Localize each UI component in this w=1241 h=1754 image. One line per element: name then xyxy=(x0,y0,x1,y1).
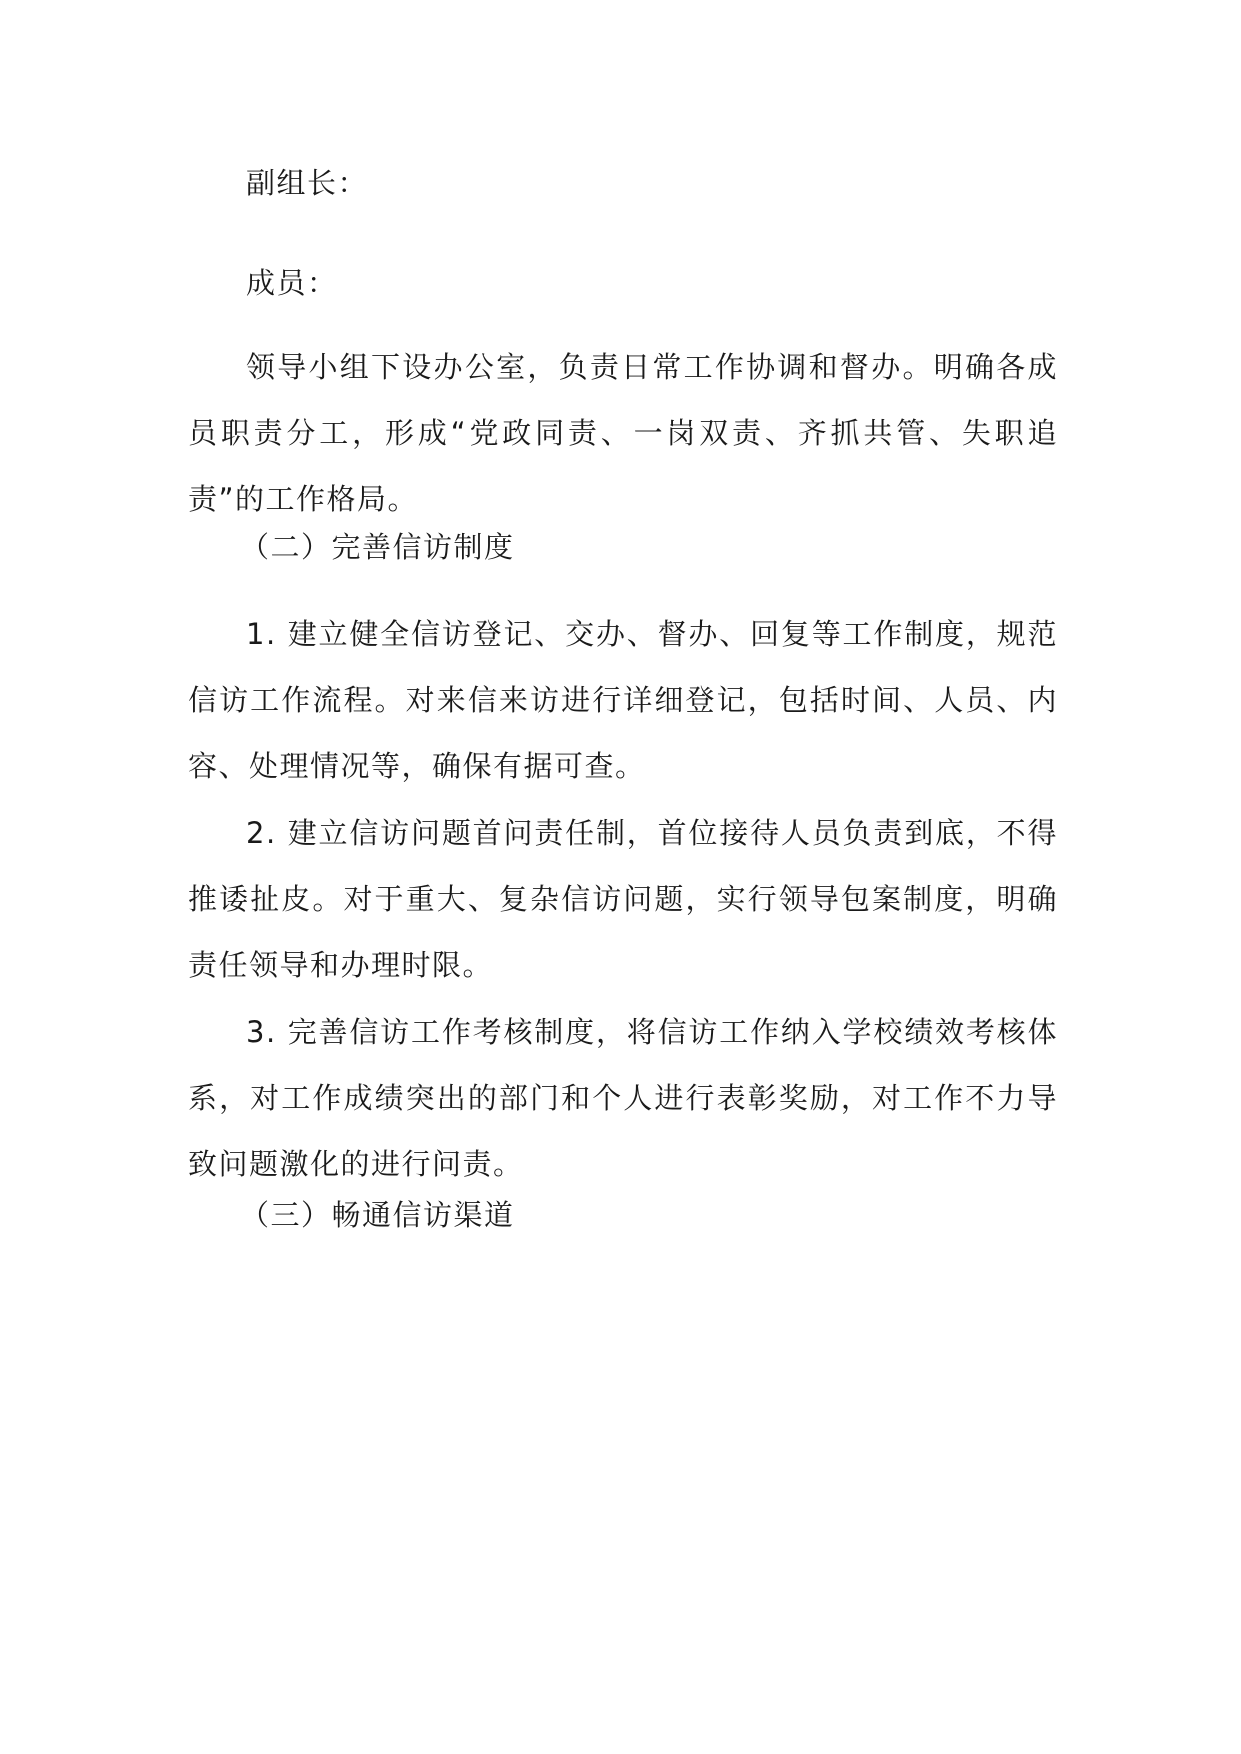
item-paragraph-2: 2. 建立信访问题首问责任制，首位接待人员负责到底，不得推诿扯皮。对于重大、复杂信访问题，实行领导包案制度，明确责任领导和办理时限。 xyxy=(188,816,1058,982)
item-paragraph-1: 1. 建立健全信访登记、交办、督办、回复等工作制度，规范信访工作流程。对来信来访进行详细登记，包括时间、人员、内容、处理情况等，确保有据可查。 xyxy=(188,617,1058,783)
office-paragraph: 领导小组下设办公室，负责日常工作协调和督办。明确各成员职责分工，形成“党政同责、一岗双责、齐抓共管、失职追责”的工作格局。 xyxy=(188,350,1058,516)
deputy-leader-line: 副组长： xyxy=(246,166,369,200)
members-line: 成员： xyxy=(246,266,338,300)
section-heading-2: （二）完善信访制度 xyxy=(240,530,515,564)
item-paragraph-3: 3. 完善信访工作考核制度，将信访工作纳入学校绩效考核体系，对工作成绩突出的部门和个人进行表彰奖励，对工作不力导致问题激化的进行问责。 xyxy=(188,1015,1058,1181)
section-heading-3: （三）畅通信访渠道 xyxy=(240,1198,515,1232)
